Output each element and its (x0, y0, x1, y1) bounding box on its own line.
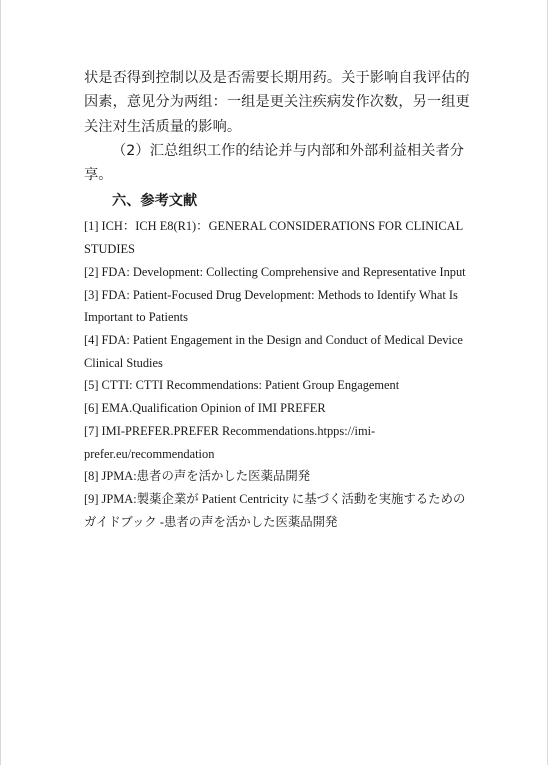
reference-item: [8] JPMA:患者の声を活かした医薬品開発 (84, 469, 311, 484)
document-body (84, 66, 476, 533)
reference-item: [4] FDA: Patient Engagement in the Design and Conduct of Medical Device Clinical Studies (84, 333, 463, 370)
reference-item: [7] IMI-PREFER.PREFER Recommendations.htpps://imi-prefer.eu/recommendation (84, 423, 376, 461)
paragraph-self-assessment: 状是否得到控制以及是否需要长期用药。关于影响自我评估的因素，意见分为两组：一组是更关注疾病发作次数，另一组更关注对生活质量的影响。 (84, 70, 470, 135)
paragraph-share-conclusions: （2）汇总组织工作的结论并与内部和外部利益相关者分享。 (84, 142, 465, 184)
references-heading: 六、参考文献 (112, 193, 198, 210)
reference-item: [9] JPMA:製薬企業が Patient Centricity に基づく活動を実施するためのガイドブック -患者の声を活かした医薬品開発 (84, 491, 466, 529)
page-edge-left (0, 0, 1, 765)
reference-item: [5] CTTI: CTTI Recommendations: Patient Group Engagement (84, 378, 400, 393)
reference-list (84, 215, 476, 533)
reference-item: [2] FDA: Development: Collecting Comprehensive and Representative Input (84, 264, 466, 279)
reference-item: [3] FDA: Patient-Focused Drug Development: Methods to Identify What Is Important to Patients (84, 287, 458, 325)
reference-item: [6] EMA.Qualification Opinion of IMI PREFER (84, 401, 326, 416)
reference-item: [1] ICH：ICH E8(R1)：GENERAL CONSIDERATIONS FOR CLINICAL STUDIES (84, 219, 463, 257)
